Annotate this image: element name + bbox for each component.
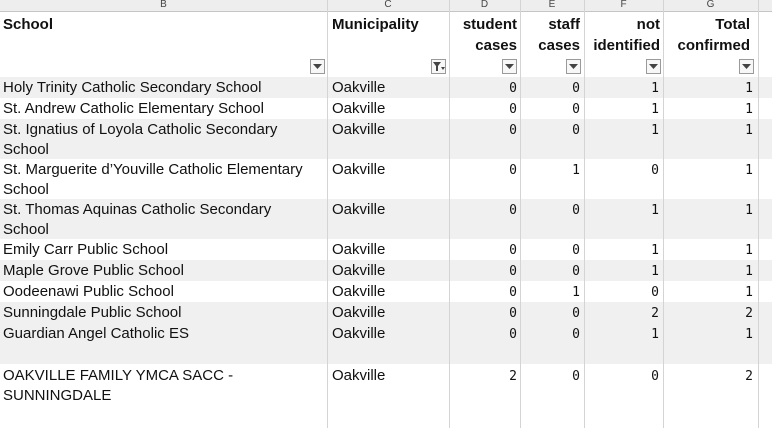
cell-school[interactable]: St. Andrew Catholic Elementary School [3,100,264,117]
cell-total-confirmed[interactable]: 1 [745,327,753,342]
column-letter-d[interactable]: D [480,0,489,10]
cell-school[interactable]: Oodeenawi Public School [3,283,174,300]
cell-total-confirmed[interactable]: 2 [745,369,753,384]
table-row[interactable] [0,199,772,239]
cell-student-cases[interactable]: 0 [509,81,517,96]
cell-staff-cases[interactable]: 0 [572,243,580,258]
cell-student-cases[interactable]: 0 [509,163,517,178]
cell-staff-cases[interactable]: 1 [572,285,580,300]
cell-school[interactable]: Holy Trinity Catholic Secondary School [3,79,262,96]
column-letter-g[interactable]: G [706,0,715,10]
cell-not-identified[interactable]: 2 [651,306,659,321]
cell-total-confirmed[interactable]: 1 [745,243,753,258]
cell-staff-cases[interactable]: 0 [572,264,580,279]
filter-button-not-identified[interactable] [646,59,661,74]
table-row[interactable] [0,239,772,260]
cell-staff-cases[interactable]: 0 [572,306,580,321]
header-municipality[interactable]: Municipality [332,16,419,33]
filter-button-student-cases[interactable] [502,59,517,74]
cell-staff-cases[interactable]: 0 [572,81,580,96]
filter-button-municipality[interactable] [431,59,446,74]
cell-school[interactable]: St. Marguerite d’Youville Catholic Elementary School [3,161,303,198]
cell-not-identified[interactable]: 1 [651,243,659,258]
cell-total-confirmed[interactable]: 1 [745,123,753,138]
cell-total-confirmed[interactable]: 1 [745,203,753,218]
dropdown-icon [742,64,751,70]
header-total-line1: Total [715,16,750,33]
filter-button-total-confirmed[interactable] [739,59,754,74]
cell-municipality[interactable]: Oakville [332,100,386,117]
cell-school[interactable]: Guardian Angel Catholic ES [3,325,189,342]
filter-active-icon [433,62,445,72]
cell-total-confirmed[interactable]: 1 [745,102,753,117]
cell-staff-cases[interactable]: 1 [572,163,580,178]
cell-municipality[interactable]: Oakville [332,241,386,258]
cell-school[interactable]: St. Ignatius of Loyola Catholic Secondary School [3,121,278,158]
cell-student-cases[interactable]: 0 [509,285,517,300]
header-student-line1: student [462,16,517,33]
cell-staff-cases[interactable]: 0 [572,369,580,384]
cell-total-confirmed[interactable]: 2 [745,306,753,321]
gridline [520,0,521,428]
cell-total-confirmed[interactable]: 1 [745,81,753,96]
cell-not-identified[interactable]: 0 [651,369,659,384]
gridline [449,0,450,428]
column-letter-c[interactable]: C [384,0,392,10]
cell-school[interactable]: OAKVILLE FAMILY YMCA SACC - SUNNINGDALE [3,367,234,404]
header-not-identified[interactable] [586,14,660,56]
cell-student-cases[interactable]: 0 [509,327,517,342]
column-letter-f[interactable]: F [620,0,627,10]
cell-total-confirmed[interactable]: 1 [745,264,753,279]
cell-student-cases[interactable]: 0 [509,123,517,138]
header-student-line2: cases [475,37,517,54]
header-staff-line1: staff [548,16,580,33]
table-row[interactable] [0,260,772,281]
cell-staff-cases[interactable]: 0 [572,102,580,117]
gridline [758,0,759,428]
cell-not-identified[interactable]: 1 [651,264,659,279]
cell-school[interactable]: Sunningdale Public School [3,304,182,321]
header-not-line1: not [636,16,660,33]
table-row[interactable] [0,77,772,98]
dropdown-icon [649,64,658,70]
dropdown-icon [505,64,514,70]
cell-municipality[interactable]: Oakville [332,262,386,279]
cell-municipality[interactable]: Oakville [332,283,386,300]
table-row[interactable] [0,119,772,159]
filter-button-school[interactable] [310,59,325,74]
table-row[interactable] [0,323,772,364]
filter-button-staff-cases[interactable] [566,59,581,74]
cell-school[interactable]: Maple Grove Public School [3,262,184,279]
header-student-cases[interactable] [452,14,517,56]
header-not-line2: identified [593,37,660,54]
gridline [327,0,328,428]
cell-not-identified[interactable]: 0 [651,285,659,300]
table-row[interactable] [0,98,772,119]
cell-staff-cases[interactable]: 0 [572,327,580,342]
column-letter-e[interactable]: E [548,0,556,10]
table-row[interactable] [0,302,772,323]
table-row[interactable] [0,365,772,407]
cell-student-cases[interactable]: 0 [509,306,517,321]
header-total-line2: confirmed [677,37,750,54]
cell-municipality[interactable]: Oakville [332,304,386,321]
header-staff-line2: cases [538,37,580,54]
cell-staff-cases[interactable]: 0 [572,203,580,218]
cell-staff-cases[interactable]: 0 [572,123,580,138]
cell-municipality[interactable]: Oakville [332,161,386,178]
gridline [663,0,664,428]
cell-school[interactable]: Emily Carr Public School [3,241,169,258]
cell-municipality[interactable]: Oakville [332,325,386,342]
cell-school[interactable]: St. Thomas Aquinas Catholic Secondary School [3,201,272,238]
table-row[interactable] [0,159,772,199]
cell-not-identified[interactable]: 1 [651,327,659,342]
header-school[interactable]: School [3,16,54,33]
cell-municipality[interactable]: Oakville [332,201,386,218]
cell-student-cases[interactable]: 0 [509,102,517,117]
cell-municipality[interactable]: Oakville [332,79,386,96]
table-row[interactable] [0,281,772,302]
cell-total-confirmed[interactable]: 1 [745,163,753,178]
header-staff-cases[interactable] [520,14,580,56]
cell-student-cases[interactable]: 2 [509,369,517,384]
cell-municipality[interactable]: Oakville [332,121,386,138]
cell-not-identified[interactable]: 0 [651,163,659,178]
column-letter-b[interactable]: B [160,0,167,10]
dropdown-icon [569,64,578,70]
header-total-confirmed[interactable] [666,14,750,56]
cell-not-identified[interactable]: 1 [651,123,659,138]
cell-student-cases[interactable]: 0 [509,264,517,279]
cell-student-cases[interactable]: 0 [509,243,517,258]
cell-municipality[interactable]: Oakville [332,367,386,384]
cell-not-identified[interactable]: 1 [651,102,659,117]
cell-not-identified[interactable]: 1 [651,203,659,218]
cell-not-identified[interactable]: 1 [651,81,659,96]
cell-total-confirmed[interactable]: 1 [745,285,753,300]
cell-student-cases[interactable]: 0 [509,203,517,218]
header-row [0,12,772,76]
gridline [584,0,585,428]
column-letter-header [0,0,772,12]
dropdown-icon [313,64,322,70]
